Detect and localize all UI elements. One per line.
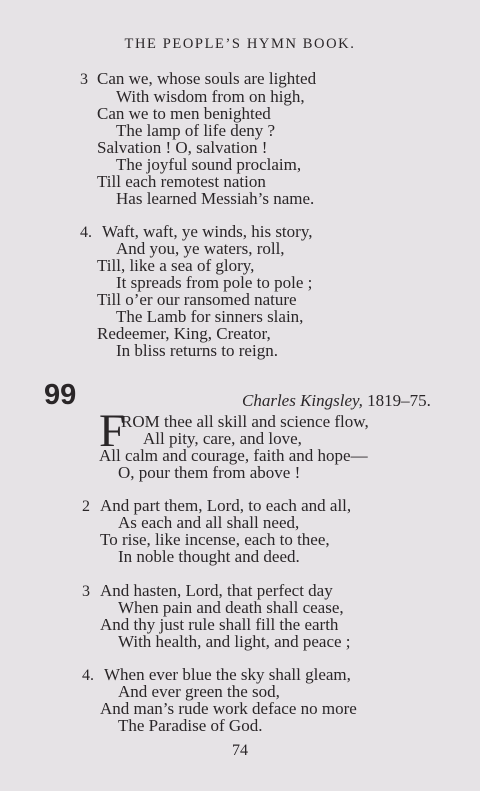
verse-line: Can we, whose souls are lighted <box>97 69 317 88</box>
verse-line: In bliss returns to reign. <box>116 341 278 360</box>
verse-line: When ever blue the sky shall gleam, <box>104 665 351 684</box>
verse-line: And thy just rule shall fill the earth <box>100 615 339 634</box>
verse-line: Can we to men benighted <box>97 104 271 123</box>
author-name: Charles Kingsley, <box>242 391 363 410</box>
verse-line: The joyful sound proclaim, <box>116 155 302 174</box>
verse-line: And you, ye waters, roll, <box>116 239 285 258</box>
verse-number: 4. <box>80 224 92 241</box>
verse-number: 4. <box>82 667 94 684</box>
verse-line: With health, and light, and peace ; <box>118 632 351 651</box>
verse-line: And ever green the sod, <box>118 682 280 701</box>
verse-line: In noble thought and deed. <box>118 547 300 566</box>
verse-line: Waft, waft, ye winds, his story, <box>102 222 313 241</box>
verse-number: 2 <box>82 498 90 515</box>
verse-line: As each and all shall need, <box>118 513 300 532</box>
verse-line: It spreads from pole to pole ; <box>116 273 313 292</box>
hymn-number: 99 <box>44 379 77 411</box>
verse-number: 3 <box>82 583 90 600</box>
drop-cap: F <box>99 405 126 457</box>
verse-line: To rise, like incense, each to thee, <box>100 530 330 549</box>
verse-line: Till, like a sea of glory, <box>97 256 255 275</box>
verse-line: And man’s rude work deface no more <box>100 699 357 718</box>
verse-line: ROM thee all skill and science flow, <box>121 412 369 431</box>
verse-line: The Lamb for sinners slain, <box>116 307 304 326</box>
hymn-author <box>242 392 431 409</box>
running-header: THE PEOPLE’S HYMN BOOK. <box>124 36 356 52</box>
verse-line: Has learned Messiah’s name. <box>116 189 315 208</box>
verse-line: All pity, care, and love, <box>143 429 302 448</box>
verse-line: When pain and death shall cease, <box>118 598 344 617</box>
verse-line: Redeemer, King, Creator, <box>97 324 271 343</box>
verse-number: 3 <box>80 71 88 88</box>
author-dates: 1819–75. <box>367 391 431 410</box>
verse-line: Till each remotest nation <box>97 172 266 191</box>
verse-line: And part them, Lord, to each and all, <box>100 496 352 515</box>
verse-line: The lamp of life deny ? <box>116 121 276 140</box>
verse-line: Till o’er our ransomed nature <box>97 290 297 309</box>
verse-line: All calm and courage, faith and hope— <box>99 446 368 465</box>
verse-line: And hasten, Lord, that perfect day <box>100 581 333 600</box>
verse-line: The Paradise of God. <box>118 716 263 735</box>
verse-line: Salvation ! O, salvation ! <box>97 138 268 157</box>
page-number: 74 <box>232 742 248 759</box>
verse-line: O, pour them from above ! <box>118 463 301 482</box>
verse-line: With wisdom from on high, <box>116 87 305 106</box>
